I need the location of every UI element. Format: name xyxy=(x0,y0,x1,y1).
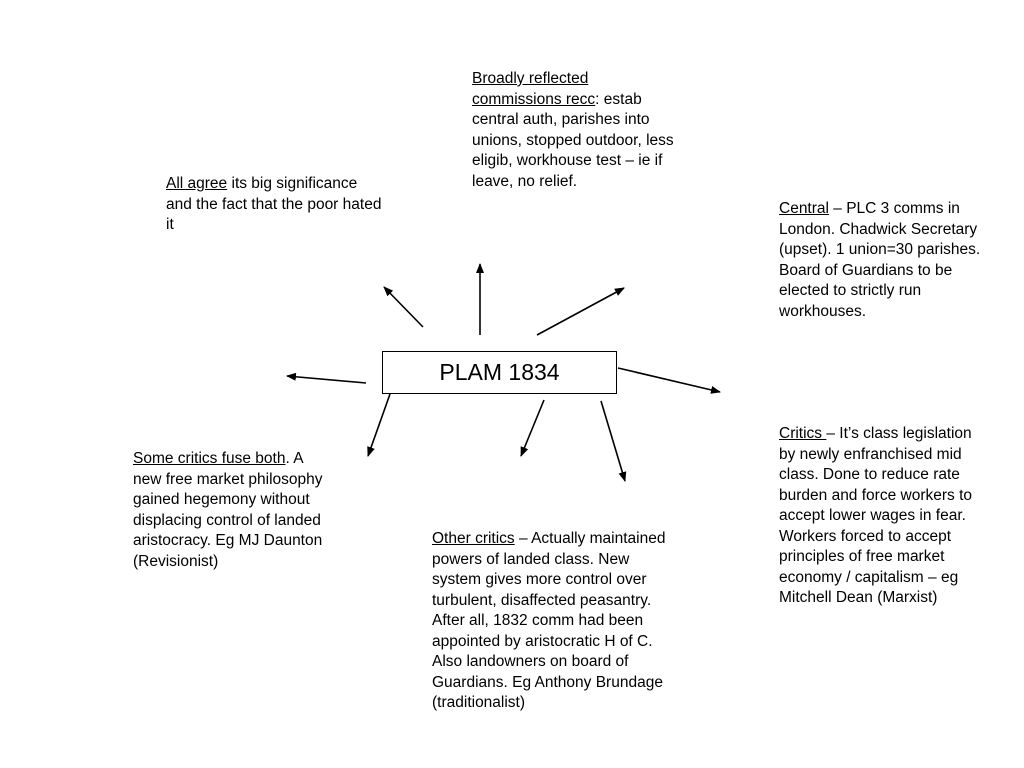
note-broadly-reflected xyxy=(472,69,682,192)
note-heading: Critics xyxy=(779,425,827,442)
note-heading: Some critics fuse both xyxy=(133,450,286,467)
note-body: . A new free market philosophy gained hegemony without displacing control of landed aristocracy. Eg MJ Daunton (Revisionist) xyxy=(133,450,323,570)
note-heading: Other critics xyxy=(432,530,515,547)
arrow-down xyxy=(521,400,544,456)
note-central xyxy=(779,199,989,322)
note-other-critics xyxy=(432,529,670,714)
arrow-down-left xyxy=(368,394,390,456)
note-all-agree xyxy=(166,174,386,236)
note-body: – PLC 3 comms in London. Chadwick Secretary (upset). 1 union=30 parishes. Board of Guardians to be elected to strictly run workhouses. xyxy=(779,200,981,320)
note-critics xyxy=(779,424,974,609)
center-label: PLAM 1834 xyxy=(439,359,560,385)
note-body: – It’s class legislation by newly enfranchised mid class. Done to reduce rate burden and force workers to accept lower wages in fear. Workers forced to accept principles of free market economy / capitalism – eg Mitchell Dean (Marxist) xyxy=(779,425,972,606)
arrow-right xyxy=(618,368,720,392)
note-heading: All agree xyxy=(166,175,228,192)
arrow-down-right xyxy=(601,401,625,481)
note-heading: Broadly reflected commissions recc xyxy=(472,70,596,108)
note-body: – Actually maintained powers of landed class. New system gives more control over turbulent, disaffected peasantry. After all, 1832 comm had been appointed by aristocratic H of C. Also landowners on board of Guardians. Eg Anthony Brundage (traditionalist) xyxy=(432,530,666,711)
arrow-left xyxy=(287,376,366,383)
arrow-up-right xyxy=(537,288,624,335)
note-some-critics xyxy=(133,449,333,572)
center-node xyxy=(382,351,617,394)
note-heading: Central xyxy=(779,200,829,217)
note-body: : estab central auth, parishes into unions, stopped outdoor, less eligib, workhouse test – ie if leave, no relief. xyxy=(472,90,674,190)
arrow-up-left xyxy=(384,287,423,327)
note-body: its big significance and the fact that the poor hated it xyxy=(166,175,382,233)
